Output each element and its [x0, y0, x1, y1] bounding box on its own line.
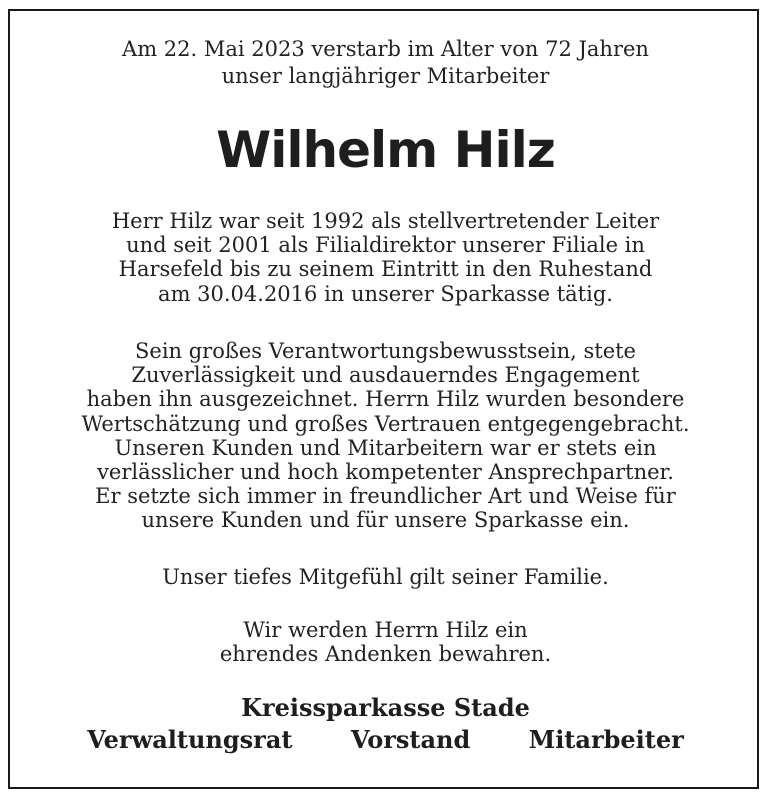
- signatory-board: Vorstand: [350, 725, 471, 754]
- text-line: verlässlicher und hoch kompetenter Ansprechpartner.: [97, 460, 674, 485]
- remembrance-paragraph: [0, 618, 771, 666]
- organization-name: Kreissparkasse Stade: [241, 693, 530, 722]
- text-line: haben ihn ausgezeichnet. Herrn Hilz wurden besondere: [86, 387, 685, 412]
- text-line: Wir werden Herrn Hilz ein: [243, 618, 528, 642]
- text-line: unsere Kunden und für unsere Sparkasse ein.: [141, 508, 630, 533]
- condolence-paragraph: [0, 565, 771, 589]
- text-line: Er setzte sich immer in freundlicher Art und Weise für: [95, 484, 676, 509]
- career-paragraph: [0, 209, 771, 306]
- text-line: Sein großes Verantwortungsbewusstsein, stete: [135, 339, 636, 363]
- intro-line: unser langjähriger Mitarbeiter: [221, 64, 550, 88]
- text-line: ehrendes Andenken bewahren.: [219, 642, 552, 667]
- text-line: Unser tiefes Mitgefühl gilt seiner Familie.: [162, 565, 609, 589]
- deceased-name: Wilhelm Hilz: [216, 121, 555, 179]
- text-line: am 30.04.2016 in unserer Sparkasse tätig.: [158, 281, 613, 306]
- signatories: [0, 725, 771, 755]
- intro-text: [0, 36, 771, 90]
- text-line: und seit 2001 als Filialdirektor unserer Filiale in: [126, 233, 645, 258]
- text-line: Zuverlässigkeit und ausdauerndes Engagement: [131, 363, 640, 388]
- tribute-paragraph: [0, 339, 771, 533]
- text-line: Wertschätzung und großes Vertrauen entgegengebracht.: [81, 411, 690, 436]
- intro-line: Am 22. Mai 2023 verstarb im Alter von 72 Jahren: [122, 37, 649, 61]
- text-line: Unseren Kunden und Mitarbeitern war er stets ein: [114, 435, 657, 460]
- signatory-supervisory-board: Verwaltungsrat: [87, 725, 293, 754]
- text-line: Herr Hilz war seit 1992 als stellvertretender Leiter: [111, 209, 660, 233]
- signatory-employees: Mitarbeiter: [528, 725, 684, 754]
- text-line: Harsefeld bis zu seinem Eintritt in den Ruhestand: [118, 257, 653, 282]
